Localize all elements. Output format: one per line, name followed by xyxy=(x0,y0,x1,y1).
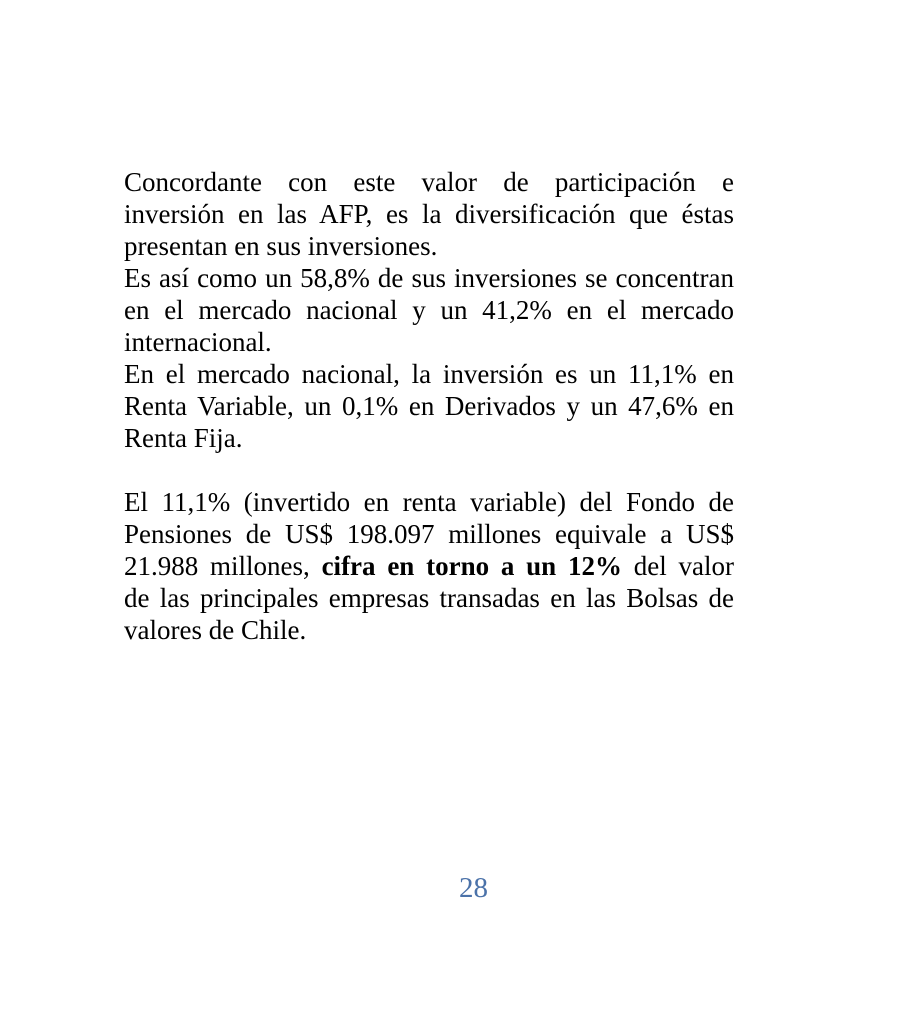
page-footer xyxy=(0,872,923,904)
text-line: Pensiones de US$ 198.097 millones equivale a US$ xyxy=(124,519,734,549)
text-line: inversión en las AFP, es la diversificación que éstas xyxy=(124,199,734,229)
paragraph-fondo-pensiones xyxy=(124,486,734,646)
text-line: En el mercado nacional, la inversión es un 11,1% en xyxy=(124,359,734,389)
text-line: El 11,1% (invertido en renta variable) del Fondo de xyxy=(124,487,734,517)
bold-text-segment: cifra en torno a un 12% xyxy=(321,551,622,581)
text-line: Concordante con este valor de participación e xyxy=(124,167,734,197)
text-line: internacional. xyxy=(124,327,272,357)
text-line-with-bold xyxy=(124,550,734,582)
text-line: de las principales empresas transadas en las Bolsas de xyxy=(124,583,734,613)
text-line: en el mercado nacional y un 41,2% en el mercado xyxy=(124,295,734,325)
paragraph-concordante xyxy=(124,166,734,262)
text-line: presentan en sus inversiones. xyxy=(124,231,438,261)
text-segment: del valor xyxy=(621,551,735,581)
page-number: 28 xyxy=(459,872,488,904)
text-line: valores de Chile. xyxy=(124,615,307,645)
text-line: Es así como un 58,8% de sus inversiones se concentran xyxy=(124,263,734,293)
paragraph-mercado-nacional xyxy=(124,358,734,454)
paragraph-distribucion-mercados xyxy=(124,262,734,358)
text-segment: 21.988 millones, xyxy=(124,551,322,581)
text-block xyxy=(124,166,734,646)
text-line: Renta Variable, un 0,1% en Derivados y un 47,6% en xyxy=(124,391,734,421)
text-line: Renta Fija. xyxy=(124,423,243,453)
